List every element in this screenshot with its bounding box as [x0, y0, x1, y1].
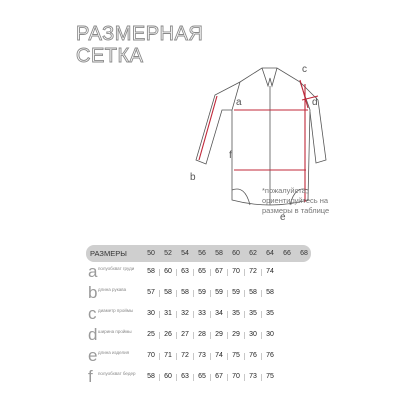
table-cell: 59	[215, 289, 223, 296]
size-note: *пожалуйста, ориентируйтесь на размеры в таблице	[262, 186, 330, 215]
table-cell: 58	[164, 289, 172, 296]
table-row	[86, 346, 311, 367]
label-d: d	[312, 97, 318, 108]
shirt-collar	[262, 68, 277, 86]
table-cell: 70	[232, 373, 240, 380]
table-row	[86, 325, 311, 346]
table-cell: 72	[181, 352, 189, 359]
table-cell: 74	[215, 352, 223, 359]
table-cell: 33	[198, 310, 206, 317]
table-cell: 65	[198, 373, 206, 380]
row-description: полуобхват бедер	[98, 371, 136, 376]
title-line-2: СЕТКА	[76, 45, 144, 67]
table-cell: 73	[249, 373, 257, 380]
table-cell: 26	[164, 331, 172, 338]
size-col-64: 64	[266, 250, 274, 257]
measure-b	[199, 96, 217, 160]
label-f: f	[229, 150, 232, 161]
row-letter: d	[88, 325, 98, 344]
shirt-left-sleeve	[196, 82, 240, 164]
table-cell: 70	[232, 268, 240, 275]
row-description: полуобхват груди	[98, 266, 135, 271]
table-cell: 28	[198, 331, 206, 338]
label-e: e	[280, 212, 286, 223]
size-col-68: 68	[300, 250, 308, 257]
table-cell: 30	[266, 331, 274, 338]
table-cell: 27	[181, 331, 189, 338]
table-cell: 58	[147, 268, 155, 275]
table-cell: 58	[249, 289, 257, 296]
table-cell: 72	[249, 268, 257, 275]
size-col-60: 60	[232, 250, 240, 257]
table-cell: 65	[198, 268, 206, 275]
table-cell: 57	[147, 289, 155, 296]
table-cell: 74	[266, 268, 274, 275]
table-cell: 67	[215, 268, 223, 275]
row-letter: e	[88, 346, 98, 365]
table-cell: 76	[266, 352, 274, 359]
header-label: РАЗМЕРЫ	[90, 249, 127, 258]
table-cell: 58	[266, 289, 274, 296]
table-cell: 58	[181, 289, 189, 296]
table-cell: 76	[249, 352, 257, 359]
table-cell: 63	[181, 268, 189, 275]
table-cell: 58	[147, 373, 155, 380]
table-cell: 30	[147, 310, 155, 317]
table-cell: 75	[232, 352, 240, 359]
table-row	[86, 283, 311, 304]
table-cell: 35	[249, 310, 257, 317]
table-cell: 70	[147, 352, 155, 359]
size-col-58: 58	[215, 250, 223, 257]
table-cell: 60	[164, 268, 172, 275]
table-row	[86, 304, 311, 325]
size-table-header	[86, 245, 311, 262]
table-cell: 25	[147, 331, 155, 338]
table-cell: 59	[198, 289, 206, 296]
row-letter: a	[88, 262, 98, 281]
table-cell: 31	[164, 310, 172, 317]
row-description: длина изделия	[98, 350, 130, 355]
table-cell: 29	[215, 331, 223, 338]
table-row	[86, 262, 311, 283]
size-col-56: 56	[198, 250, 206, 257]
measure-c	[300, 80, 308, 108]
table-row	[86, 367, 311, 388]
table-cell: 30	[249, 331, 257, 338]
row-description: диаметр проймы	[98, 308, 134, 313]
title-line-1: РАЗМЕРНАЯ	[76, 23, 204, 45]
table-cell: 59	[232, 289, 240, 296]
table-cell: 32	[181, 310, 189, 317]
row-description: длина рукава	[98, 287, 127, 292]
table-cell: 75	[266, 373, 274, 380]
size-col-50: 50	[147, 250, 155, 257]
row-letter: f	[88, 367, 93, 386]
row-letter: b	[88, 283, 98, 302]
table-cell: 35	[232, 310, 240, 317]
table-cell: 35	[266, 310, 274, 317]
size-col-66: 66	[283, 250, 291, 257]
size-col-52: 52	[164, 250, 172, 257]
table-cell: 67	[215, 373, 223, 380]
table-cell: 29	[232, 331, 240, 338]
label-c: c	[302, 64, 307, 75]
row-letter: c	[88, 304, 97, 323]
table-cell: 60	[164, 373, 172, 380]
label-b: b	[190, 172, 196, 183]
table-cell: 34	[215, 310, 223, 317]
size-col-54: 54	[181, 250, 189, 257]
size-col-62: 62	[249, 250, 257, 257]
table-cell: 71	[164, 352, 172, 359]
shirt-body	[232, 68, 310, 205]
size-table	[86, 245, 311, 388]
row-description: ширина проймы	[98, 329, 132, 334]
table-cell: 63	[181, 373, 189, 380]
table-cell: 73	[198, 352, 206, 359]
label-a: a	[236, 97, 242, 108]
